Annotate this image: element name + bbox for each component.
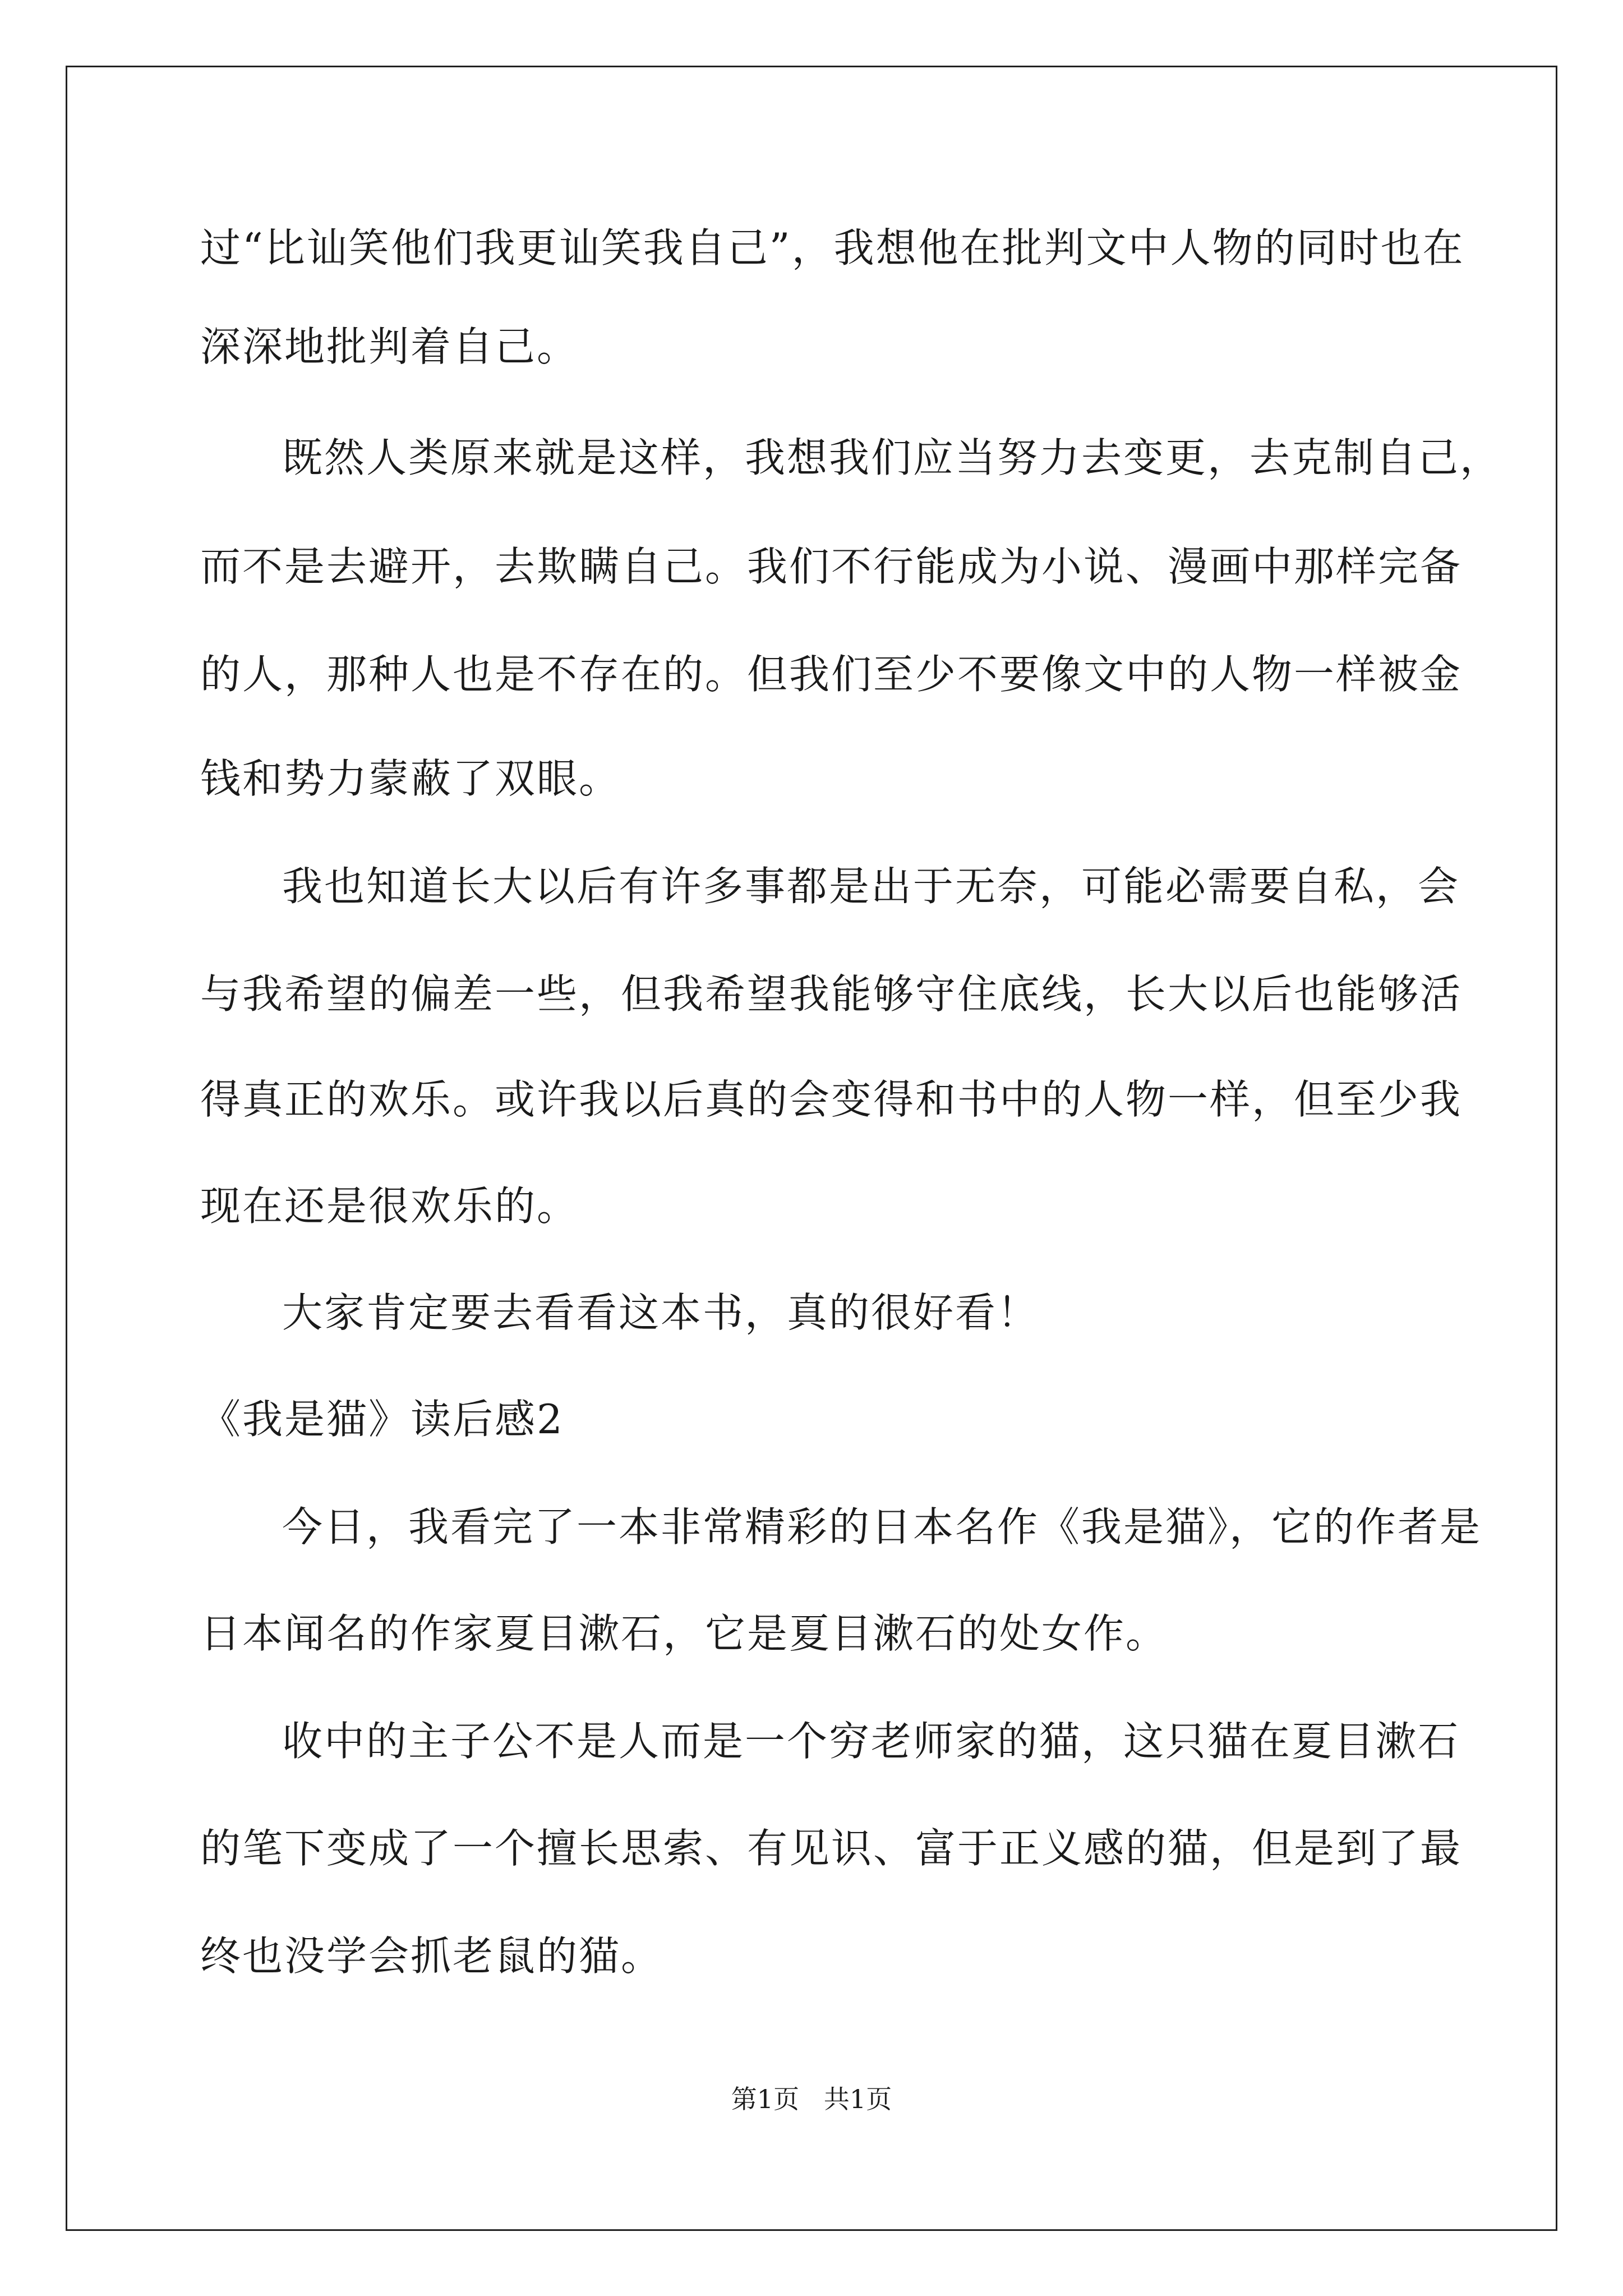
body-line-10: 现在还是很欢乐的。 — [200, 1182, 579, 1230]
section-heading: 《我是猫》读后感2 — [200, 1396, 564, 1443]
paragraph-line-3: 既然人类原来就是这样，我想我们应当努力去变更，去克制自己， — [282, 434, 1502, 481]
body-line-14: 日本闻名的作家夏目漱石，它是夏目漱石的处女作。 — [200, 1610, 1168, 1657]
body-line-4: 而不是去避开，去欺瞒自己。我们不行能成为小说、漫画中那样完备 — [200, 543, 1463, 590]
paragraph-line-7: 我也知道长大以后有许多事都是出于无奈，可能必需要自私，会 — [282, 863, 1460, 910]
paragraph-line-15: 收中的主子公不是人而是一个穷老师家的猫，这只猫在夏目漱石 — [282, 1718, 1460, 1765]
body-line-9: 得真正的欢乐。或许我以后真的会变得和书中的人物一样，但至少我 — [200, 1076, 1463, 1123]
body-line-16: 的笔下变成了一个擅长思索、有见识、富于正义感的猫，但是到了最 — [200, 1825, 1463, 1872]
body-line-8: 与我希望的偏差一些，但我希望我能够守住底线，长大以后也能够活 — [200, 970, 1463, 1018]
paragraph-line-13: 今日，我看完了一本非常精彩的日本名作《我是猫》，它的作者是 — [282, 1503, 1482, 1550]
body-line-2: 深深地批判着自己。 — [200, 323, 579, 370]
body-line-6: 钱和势力蒙蔽了双眼。 — [200, 755, 621, 802]
body-line-1: 过“比讪笑他们我更讪笑我自己”，我想他在批判文中人物的同时也在 — [200, 224, 1465, 272]
body-line-17: 终也没学会抓老鼠的猫。 — [200, 1932, 663, 1980]
paragraph-line-11: 大家肯定要去看看这本书，真的很好看！ — [282, 1289, 1040, 1336]
page-number-footer: 第1页 共1页 — [731, 2084, 892, 2114]
page-border — [66, 66, 1557, 2231]
body-line-5: 的人，那种人也是不存在的。但我们至少不要像文中的人物一样被金 — [200, 651, 1463, 698]
